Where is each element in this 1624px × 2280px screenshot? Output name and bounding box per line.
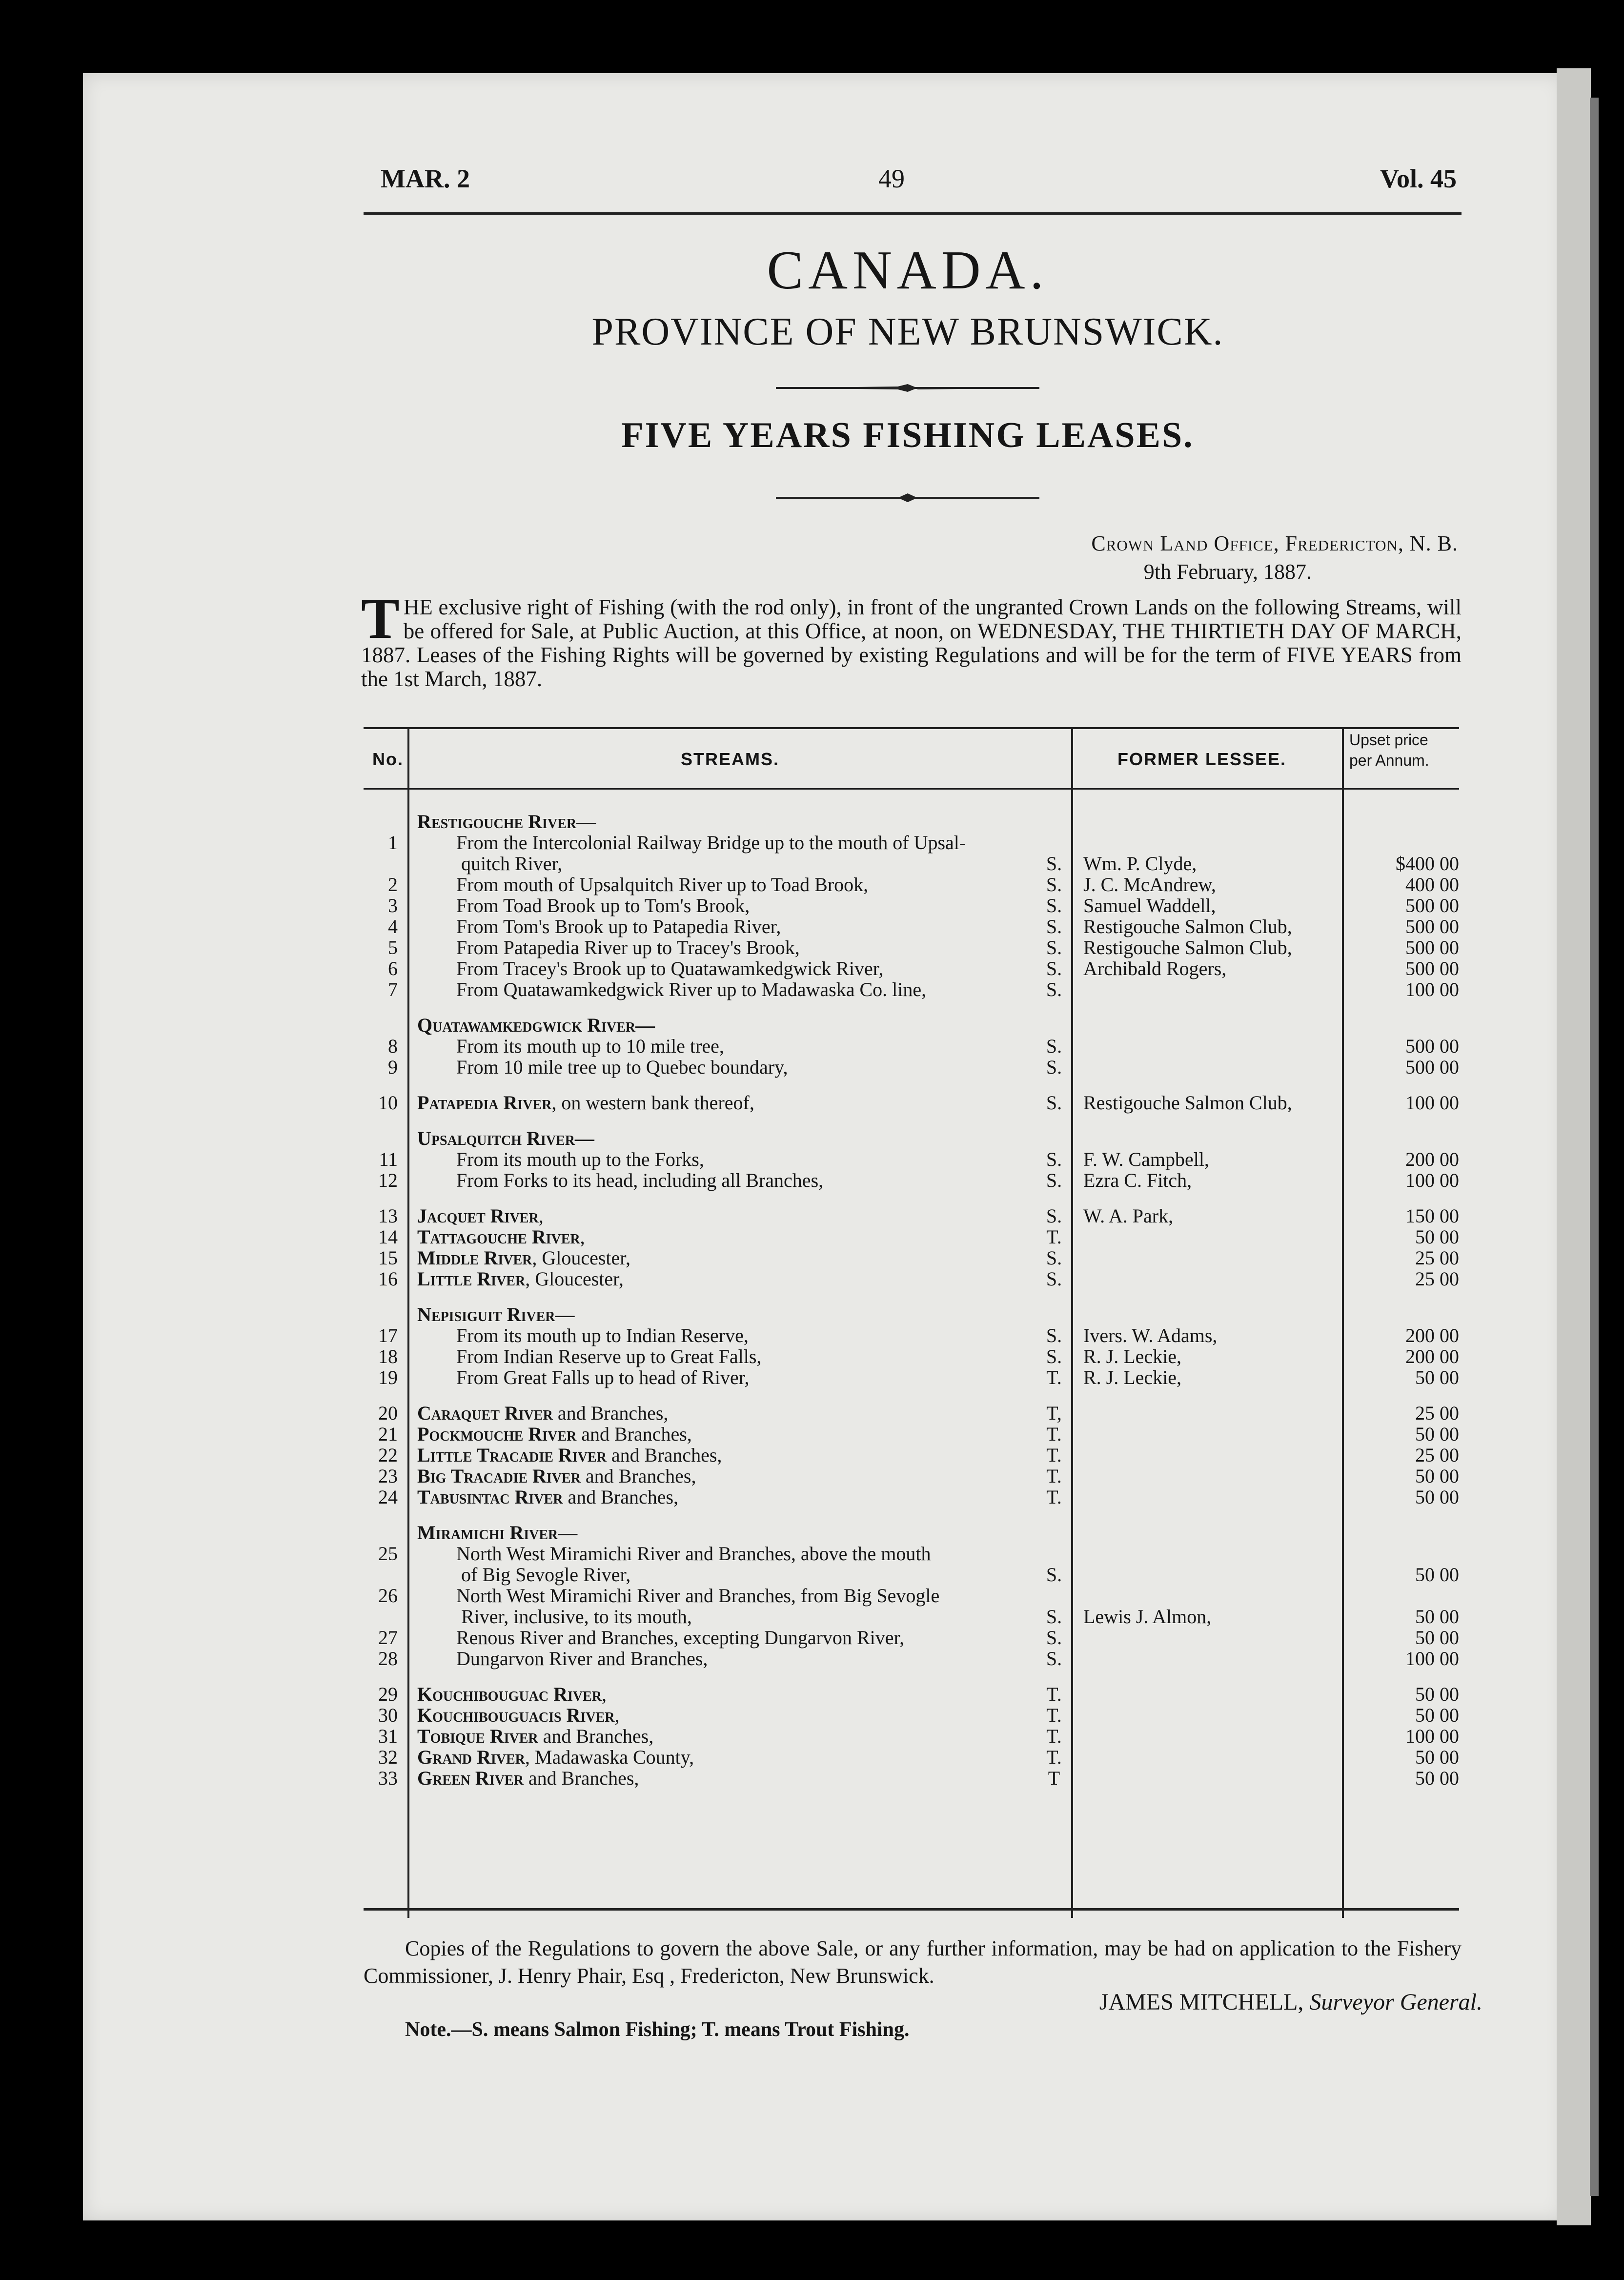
row-number: 31 bbox=[378, 1725, 398, 1747]
header-streams: STREAMS. bbox=[681, 749, 780, 769]
upset-price: 50 00 bbox=[1415, 1627, 1459, 1649]
stream-description: From mouth of Upsalquitch River up to Toad Brook, bbox=[456, 874, 869, 896]
table-row bbox=[364, 1423, 1459, 1444]
stream-description: From 10 mile tree up to Quebec boundary, bbox=[456, 1056, 788, 1078]
stream-description-cont: of Big Sevogle River, bbox=[461, 1564, 631, 1586]
stream-description: Renous River and Branches, excepting Dungarvon River, bbox=[456, 1627, 905, 1649]
river-heading-row bbox=[364, 1521, 1459, 1542]
fishing-type: T. bbox=[1046, 1486, 1062, 1508]
fishing-type: S. bbox=[1046, 1035, 1062, 1057]
stream-description bbox=[417, 1091, 754, 1114]
running-head-date: MAR. 2 bbox=[381, 164, 470, 193]
river-heading: Quatawamkedgwick River— bbox=[417, 1014, 655, 1036]
stream-description bbox=[417, 1444, 722, 1466]
fishing-type: S. bbox=[1046, 1648, 1062, 1669]
table-row bbox=[364, 1704, 1459, 1725]
upset-price: 25 00 bbox=[1415, 1444, 1459, 1466]
stream-description bbox=[417, 1267, 624, 1290]
table-row bbox=[364, 1366, 1459, 1387]
river-name: Jacquet River bbox=[417, 1205, 539, 1227]
ornament-rule-bottom bbox=[776, 488, 1039, 508]
river-detail: , bbox=[614, 1704, 620, 1726]
river-name: Little River bbox=[417, 1268, 526, 1290]
fishing-type: T. bbox=[1046, 1746, 1062, 1768]
upset-price: 100 00 bbox=[1405, 1648, 1459, 1669]
group-spacer bbox=[364, 1112, 1459, 1127]
row-number: 15 bbox=[378, 1247, 398, 1269]
upset-price: 500 00 bbox=[1405, 1035, 1459, 1057]
row-number: 14 bbox=[378, 1226, 398, 1248]
former-lessee: Restigouche Salmon Club, bbox=[1083, 1092, 1292, 1114]
page-edge-shadow bbox=[1590, 98, 1599, 2196]
stream-description: North West Miramichi River and Branches, above the mouth bbox=[456, 1543, 931, 1565]
group-spacer bbox=[364, 1190, 1459, 1204]
table-row bbox=[364, 1225, 1459, 1246]
river-name: Pockmouche River bbox=[417, 1423, 577, 1445]
upset-price: 50 00 bbox=[1415, 1683, 1459, 1705]
river-name: Little Tracadie River bbox=[417, 1444, 607, 1466]
upset-price: 500 00 bbox=[1405, 895, 1459, 916]
river-detail: and Branches, bbox=[580, 1465, 696, 1487]
river-detail: , Gloucester, bbox=[525, 1268, 624, 1290]
table-bottom-rule bbox=[364, 1908, 1459, 1911]
fishing-type: S. bbox=[1046, 1169, 1062, 1191]
upset-price: 50 00 bbox=[1415, 1746, 1459, 1768]
group-spacer bbox=[364, 999, 1459, 1014]
former-lessee: Ezra C. Fitch, bbox=[1083, 1169, 1192, 1191]
table-row bbox=[364, 978, 1459, 999]
upset-price: 25 00 bbox=[1415, 1268, 1459, 1290]
stream-description bbox=[417, 1704, 620, 1727]
row-number: 23 bbox=[378, 1465, 398, 1487]
table-row bbox=[364, 1091, 1459, 1112]
fishing-type: T. bbox=[1046, 1423, 1062, 1445]
signature-title: Surveyor General. bbox=[1309, 1989, 1482, 2015]
row-number: 27 bbox=[378, 1627, 398, 1649]
header-per-annum: per Annum. bbox=[1349, 752, 1429, 769]
upset-price: 500 00 bbox=[1405, 936, 1459, 958]
group-spacer bbox=[364, 1387, 1459, 1402]
river-name: Tattagouche River bbox=[417, 1226, 580, 1248]
former-lessee: F. W. Campbell, bbox=[1083, 1148, 1209, 1170]
stream-description: From Indian Reserve up to Great Falls, bbox=[456, 1345, 762, 1367]
fishing-type: S. bbox=[1046, 895, 1062, 916]
river-detail: and Branches, bbox=[523, 1767, 639, 1789]
table-row bbox=[364, 1345, 1459, 1366]
row-number: 4 bbox=[388, 916, 398, 937]
upset-price: 200 00 bbox=[1405, 1148, 1459, 1170]
row-number: 21 bbox=[378, 1423, 398, 1445]
upset-price: 50 00 bbox=[1415, 1366, 1459, 1388]
intro-text: HE exclusive right of Fishing (with the rod only), in front of the ungranted Crown Lands on the following Streams, will be offered for Sale, at Public Auction, at this Office, at noon, on WEDNESDAY, THE THIRTIETH DAY OF MARCH, 1887. Leases of the Fishing Rights will be governed by existing Regulations and will be for the term of FIVE YEARS from the 1st March, 1887. bbox=[361, 595, 1462, 691]
river-name: Tobique River bbox=[417, 1725, 538, 1747]
upset-price: 100 00 bbox=[1405, 1169, 1459, 1191]
river-detail: , bbox=[602, 1683, 607, 1705]
table-row bbox=[364, 1246, 1459, 1267]
upset-price: 50 00 bbox=[1415, 1423, 1459, 1445]
row-number: 16 bbox=[378, 1268, 398, 1290]
former-lessee: Wm. P. Clyde, bbox=[1083, 853, 1197, 875]
stream-description bbox=[417, 1767, 639, 1790]
fishing-type: S. bbox=[1046, 1564, 1062, 1586]
former-lessee: Restigouche Salmon Club, bbox=[1083, 936, 1292, 958]
stream-description: From the Intercolonial Railway Bridge up to the mouth of Upsal- bbox=[456, 832, 966, 854]
stream-description: North West Miramichi River and Branches, from Big Sevogle bbox=[456, 1585, 940, 1607]
running-head-volume: Vol. 45 bbox=[1380, 164, 1457, 193]
table-row bbox=[364, 1204, 1459, 1225]
river-heading: Upsalquitch River— bbox=[417, 1127, 594, 1149]
upset-price: 50 00 bbox=[1415, 1465, 1459, 1487]
river-heading: Nepisiguit River— bbox=[417, 1303, 575, 1325]
stream-description: From its mouth up to Indian Reserve, bbox=[456, 1324, 749, 1346]
upset-price: 25 00 bbox=[1415, 1402, 1459, 1424]
row-number: 8 bbox=[388, 1035, 398, 1057]
row-number: 3 bbox=[388, 895, 398, 916]
upset-price: 200 00 bbox=[1405, 1324, 1459, 1346]
table-row bbox=[364, 1148, 1459, 1169]
fishing-type: S. bbox=[1046, 853, 1062, 875]
stream-description bbox=[417, 1225, 585, 1248]
row-number: 6 bbox=[388, 957, 398, 979]
river-detail: , Gloucester, bbox=[532, 1247, 631, 1269]
river-name: Kouchibouguacis River bbox=[417, 1704, 615, 1726]
table-row bbox=[364, 1486, 1459, 1506]
table-row-continued bbox=[364, 1605, 1459, 1626]
table-row bbox=[364, 1647, 1459, 1668]
table-row bbox=[364, 873, 1459, 894]
row-number: 7 bbox=[388, 978, 398, 1000]
stream-description-cont: River, inclusive, to its mouth, bbox=[461, 1606, 692, 1628]
river-detail: and Branches, bbox=[606, 1444, 722, 1466]
drop-cap: T bbox=[361, 587, 400, 651]
river-detail: , Madawaska County, bbox=[525, 1746, 694, 1768]
table-row bbox=[364, 1746, 1459, 1767]
river-name: Green River bbox=[417, 1767, 524, 1789]
river-detail: , on western bank thereof, bbox=[551, 1092, 754, 1114]
upset-price: 50 00 bbox=[1415, 1606, 1459, 1628]
signature-name: JAMES MITCHELL, bbox=[1099, 1989, 1304, 2015]
table-row bbox=[364, 1725, 1459, 1746]
river-name: Caraquet River bbox=[417, 1402, 553, 1424]
river-name: Big Tracadie River bbox=[417, 1465, 581, 1487]
row-number: 22 bbox=[378, 1444, 398, 1466]
table-row-continued bbox=[364, 1563, 1459, 1584]
fishing-type: T. bbox=[1046, 1465, 1062, 1487]
page-number: 49 bbox=[878, 164, 905, 193]
upset-price: 200 00 bbox=[1405, 1345, 1459, 1367]
former-lessee: Samuel Waddell, bbox=[1083, 895, 1216, 916]
upset-price: 500 00 bbox=[1405, 916, 1459, 937]
river-heading: Miramichi River— bbox=[417, 1522, 578, 1544]
header-upset-price: Upset price bbox=[1349, 731, 1428, 749]
row-number: 32 bbox=[378, 1746, 398, 1768]
page-title: CANADA. bbox=[767, 240, 1049, 301]
fishing-type: S. bbox=[1046, 1056, 1062, 1078]
fishing-type: S. bbox=[1046, 1247, 1062, 1269]
stream-description: From Patapedia River up to Tracey's Brook, bbox=[456, 936, 800, 958]
table-row bbox=[364, 1767, 1459, 1788]
upset-price: 500 00 bbox=[1405, 1056, 1459, 1078]
row-number: 19 bbox=[378, 1366, 398, 1388]
table-row bbox=[364, 1402, 1459, 1423]
section-heading: FIVE YEARS FISHING LEASES. bbox=[621, 415, 1194, 455]
group-spacer bbox=[364, 1506, 1459, 1521]
table-row bbox=[364, 1444, 1459, 1465]
fishing-type: T. bbox=[1046, 1704, 1062, 1726]
fishing-type: S. bbox=[1046, 874, 1062, 896]
river-heading-row bbox=[364, 810, 1459, 831]
table-row bbox=[364, 1267, 1459, 1288]
upset-price: 400 00 bbox=[1405, 874, 1459, 896]
river-detail: and Branches, bbox=[563, 1486, 679, 1508]
table-row bbox=[364, 1542, 1459, 1563]
fishing-type: S. bbox=[1046, 936, 1062, 958]
table-row bbox=[364, 831, 1459, 852]
table-row bbox=[364, 1169, 1459, 1190]
table-row-continued bbox=[364, 852, 1459, 873]
stream-description: From its mouth up to the Forks, bbox=[456, 1148, 704, 1170]
stream-description: From its mouth up to 10 mile tree, bbox=[456, 1035, 724, 1057]
upset-price: 50 00 bbox=[1415, 1767, 1459, 1789]
table-body bbox=[364, 810, 1459, 1788]
regulations-notice: Copies of the Regulations to govern the above Sale, or any further information, may be had on application to the Fishery Commissioner, J. Henry Phair, Esq , Fredericton, New Brunswick. bbox=[364, 1936, 1462, 1988]
leases-table bbox=[364, 727, 1459, 1918]
row-number: 20 bbox=[378, 1402, 398, 1424]
group-spacer bbox=[364, 1288, 1459, 1303]
fishing-type: T bbox=[1048, 1767, 1060, 1789]
fishing-type: S. bbox=[1046, 1092, 1062, 1114]
header-former-lessee: FORMER LESSEE. bbox=[1117, 749, 1287, 769]
river-detail: , bbox=[580, 1226, 585, 1248]
fishing-type: T. bbox=[1046, 1226, 1062, 1248]
row-number: 13 bbox=[378, 1205, 398, 1227]
table-row bbox=[364, 936, 1459, 957]
fishing-type: S. bbox=[1046, 1205, 1062, 1227]
row-number: 2 bbox=[388, 874, 398, 896]
table-row bbox=[364, 1683, 1459, 1704]
river-detail: and Branches, bbox=[552, 1402, 669, 1424]
table-top-rule bbox=[364, 727, 1459, 729]
row-number: 10 bbox=[378, 1092, 398, 1114]
row-number: 33 bbox=[378, 1767, 398, 1789]
stream-description-cont: quitch River, bbox=[461, 853, 563, 875]
stream-description bbox=[417, 1465, 696, 1487]
upset-price: 50 00 bbox=[1415, 1226, 1459, 1248]
group-spacer bbox=[364, 1668, 1459, 1683]
group-spacer bbox=[364, 1077, 1459, 1091]
former-lessee: Ivers. W. Adams, bbox=[1083, 1324, 1218, 1346]
stream-description bbox=[417, 1725, 653, 1748]
stream-description: From Tom's Brook up to Patapedia River, bbox=[456, 916, 781, 937]
stream-description bbox=[417, 1204, 544, 1227]
table-row bbox=[364, 1626, 1459, 1647]
river-name: Tabusintac River bbox=[417, 1486, 563, 1508]
former-lessee: Restigouche Salmon Club, bbox=[1083, 916, 1292, 937]
table-row bbox=[364, 1324, 1459, 1345]
river-detail: and Branches, bbox=[538, 1725, 654, 1747]
upset-price: 50 00 bbox=[1415, 1564, 1459, 1586]
upset-price: 100 00 bbox=[1405, 1092, 1459, 1114]
former-lessee: R. J. Leckie, bbox=[1083, 1366, 1182, 1388]
row-number: 9 bbox=[388, 1056, 398, 1078]
table-row bbox=[364, 1035, 1459, 1056]
stream-description: From Great Falls up to head of River, bbox=[456, 1366, 750, 1388]
row-number: 11 bbox=[379, 1148, 398, 1170]
fishing-type: S. bbox=[1046, 1606, 1062, 1628]
fishing-type: S. bbox=[1046, 916, 1062, 937]
table-row bbox=[364, 1584, 1459, 1605]
fishing-type: T. bbox=[1046, 1725, 1062, 1747]
office-dateline bbox=[1091, 529, 1458, 586]
stream-description bbox=[417, 1402, 668, 1425]
header-no: No. bbox=[372, 749, 404, 769]
river-heading-row bbox=[364, 1303, 1459, 1324]
fishing-type: S. bbox=[1046, 1324, 1062, 1346]
row-number: 18 bbox=[378, 1345, 398, 1367]
head-rule bbox=[364, 212, 1462, 215]
upset-price: 100 00 bbox=[1405, 978, 1459, 1000]
table-row bbox=[364, 915, 1459, 936]
table-row bbox=[364, 894, 1459, 915]
upset-price: 25 00 bbox=[1415, 1247, 1459, 1269]
upset-price: 50 00 bbox=[1415, 1704, 1459, 1726]
page-edge bbox=[1557, 68, 1591, 2225]
fishing-type: S. bbox=[1046, 1268, 1062, 1290]
river-detail: , bbox=[538, 1205, 544, 1227]
office-address: Crown Land Office, Fredericton, N. B. bbox=[1091, 531, 1458, 555]
table-row bbox=[364, 1465, 1459, 1486]
upset-price: 150 00 bbox=[1405, 1205, 1459, 1227]
stream-description bbox=[417, 1486, 678, 1508]
river-name: Patapedia River bbox=[417, 1092, 552, 1114]
river-heading-row bbox=[364, 1127, 1459, 1148]
stream-description: From Tracey's Brook up to Quatawamkedgwick River, bbox=[456, 957, 884, 979]
ornament-rule-top bbox=[776, 378, 1039, 398]
signature bbox=[1099, 1989, 1482, 2015]
former-lessee: Archibald Rogers, bbox=[1083, 957, 1227, 979]
river-name: Grand River bbox=[417, 1746, 525, 1768]
stream-description bbox=[417, 1423, 692, 1445]
fishing-type: S. bbox=[1046, 978, 1062, 1000]
fishing-type: T. bbox=[1046, 1366, 1062, 1388]
intro-paragraph bbox=[361, 587, 1462, 691]
table-row bbox=[364, 1056, 1459, 1077]
fishing-type: T, bbox=[1046, 1402, 1062, 1424]
former-lessee: R. J. Leckie, bbox=[1083, 1345, 1182, 1367]
former-lessee: Lewis J. Almon, bbox=[1083, 1606, 1212, 1628]
former-lessee: J. C. McAndrew, bbox=[1083, 874, 1216, 896]
stream-description: From Forks to its head, including all Branches, bbox=[456, 1169, 824, 1191]
row-number: 24 bbox=[378, 1486, 398, 1508]
upset-price: 50 00 bbox=[1415, 1486, 1459, 1508]
river-name: Middle River bbox=[417, 1247, 532, 1269]
stream-description: From Toad Brook up to Tom's Brook, bbox=[456, 895, 750, 916]
row-number: 26 bbox=[378, 1585, 398, 1607]
row-number: 30 bbox=[378, 1704, 398, 1726]
row-number: 28 bbox=[378, 1648, 398, 1669]
row-number: 25 bbox=[378, 1543, 398, 1565]
row-number: 17 bbox=[378, 1324, 398, 1346]
table-header-rule bbox=[364, 788, 1459, 790]
former-lessee: W. A. Park, bbox=[1083, 1205, 1174, 1227]
fishing-type: T. bbox=[1046, 1683, 1062, 1705]
table-row bbox=[364, 957, 1459, 978]
fishing-note: Note.—S. means Salmon Fishing; T. means Trout Fishing. bbox=[405, 2018, 910, 2041]
fishing-type: S. bbox=[1046, 1345, 1062, 1367]
river-heading-row bbox=[364, 1014, 1459, 1035]
office-date: 9th February, 1887. bbox=[1143, 560, 1312, 584]
stream-description: Dungarvon River and Branches, bbox=[456, 1648, 708, 1669]
river-heading: Restigouche River— bbox=[417, 811, 596, 833]
fishing-type: S. bbox=[1046, 1627, 1062, 1649]
upset-price: 500 00 bbox=[1405, 957, 1459, 979]
river-name: Kouchibouguac River bbox=[417, 1683, 602, 1705]
upset-price: 100 00 bbox=[1405, 1725, 1459, 1747]
fishing-type: S. bbox=[1046, 1148, 1062, 1170]
row-number: 12 bbox=[378, 1169, 398, 1191]
page-subtitle: PROVINCE OF NEW BRUNSWICK. bbox=[591, 310, 1224, 353]
row-number: 29 bbox=[378, 1683, 398, 1705]
fishing-type: S. bbox=[1046, 957, 1062, 979]
river-detail: and Branches, bbox=[576, 1423, 692, 1445]
row-number: 5 bbox=[388, 936, 398, 958]
stream-description bbox=[417, 1683, 607, 1706]
stream-description: From Quatawamkedgwick River up to Madawaska Co. line, bbox=[456, 978, 927, 1000]
upset-price: $400 00 bbox=[1396, 853, 1459, 875]
stream-description bbox=[417, 1746, 694, 1769]
running-head bbox=[381, 163, 1457, 193]
stream-description bbox=[417, 1246, 630, 1269]
fishing-type: T. bbox=[1046, 1444, 1062, 1466]
row-number: 1 bbox=[388, 832, 398, 854]
